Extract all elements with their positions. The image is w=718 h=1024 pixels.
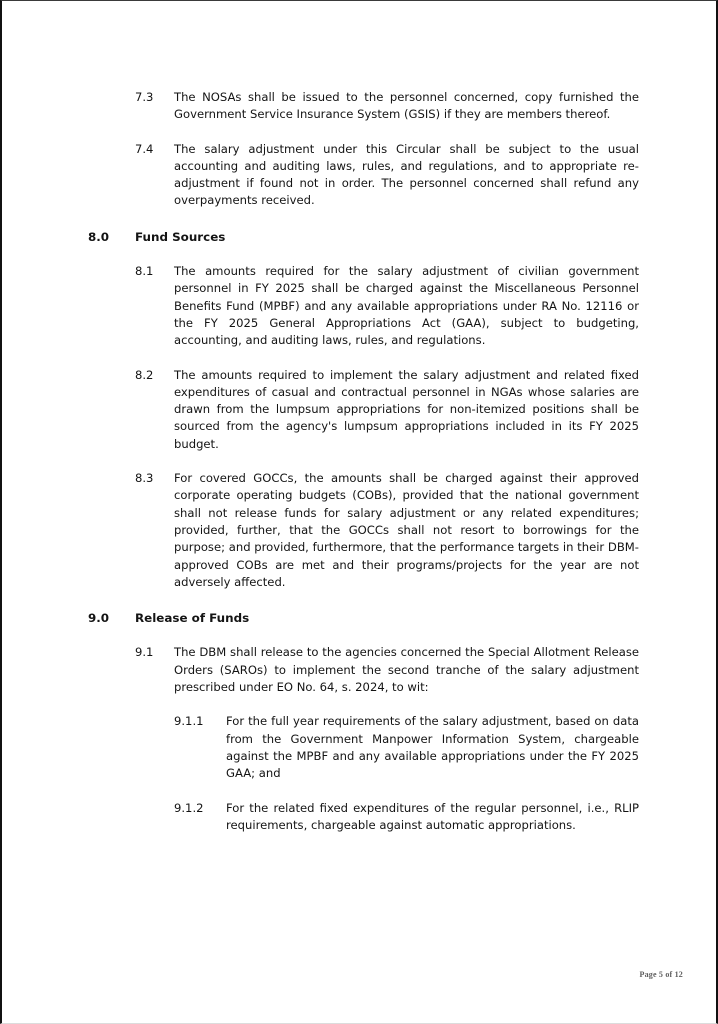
clause-8.1 [88, 263, 639, 349]
section-heading-8.0 [88, 229, 639, 246]
clause-9.1.1 [88, 713, 639, 782]
clause-number: 9.1.1 [174, 714, 204, 729]
page-footer: Page 5 of 12 [639, 970, 683, 979]
clause-text: The DBM shall release to the agencies concerned the Special Allotment Release Orders (SAROs) to implement the second tranche of the salary adjustment prescribed under EO No. 64, s. 2024, to wit: [174, 645, 639, 695]
clause-number: 8.1 [135, 264, 154, 279]
clause-number: 8.0 [88, 229, 110, 244]
clause-8.3 [88, 470, 639, 591]
clause-number: 9.1 [135, 645, 154, 660]
clause-7.4 [88, 141, 639, 210]
clause-number: 8.3 [135, 471, 154, 486]
section-title: Release of Funds [135, 611, 250, 626]
section-title: Fund Sources [135, 229, 226, 244]
clause-number: 8.2 [135, 367, 154, 382]
clause-number: 9.1.2 [174, 800, 204, 815]
clause-text: For covered GOCCs, the amounts shall be charged against their approved corporate operating budgets (COBs), provided that the national government shall not release funds for salary adjustment or any related expenditures; provided, further, that the GOCCs shall not resort to borrowings for the purpose; and provided, furthermore, that the performance targets in their DBM-approved COBs are met and their programs/projects for the year are not adversely affected. [174, 471, 639, 589]
clause-8.2 [88, 367, 639, 453]
clause-text: The amounts required to implement the salary adjustment and related fixed expenditures of casual and contractual personnel in NGAs whose salaries are drawn from the lumpsum appropriations for non-itemized positions shall be sourced from the agency's lumpsum appropriations included in its FY 2025 budget. [174, 367, 639, 451]
document-body [88, 89, 639, 834]
clause-text: For the related fixed expenditures of the regular personnel, i.e., RLIP requirements, chargeable against automatic appropriations. [226, 800, 639, 832]
clause-text: The salary adjustment under this Circular shall be subject to the usual accounting and auditing laws, rules, and regulations, and to appropriate re-adjustment if found not in order. The personnel concerned shall refund any overpayments received. [174, 141, 639, 208]
section-heading-9.0 [88, 610, 639, 627]
clause-number: 7.4 [135, 141, 154, 156]
clause-text: For the full year requirements of the salary adjustment, based on data from the Government Manpower Information System, chargeable against the MPBF and any available appropriations under the FY 2025 GAA; and [226, 714, 639, 781]
clause-number: 9.0 [88, 611, 110, 626]
clause-text: The NOSAs shall be issued to the personnel concerned, copy furnished the Government Service Insurance System (GSIS) if they are members thereof. [174, 90, 639, 122]
clause-7.3 [88, 89, 639, 124]
clause-9.1.2 [88, 800, 639, 835]
clause-text: The amounts required for the salary adjustment of civilian government personnel in FY 2025 shall be charged against the Miscellaneous Personnel Benefits Fund (MPBF) and any available appropriations under RA No. 12116 or the FY 2025 General Appropriations Act (GAA), subject to budgeting, accounting, and auditing laws, rules, and regulations. [174, 264, 639, 348]
clause-number: 7.3 [135, 90, 154, 104]
clause-9.1 [88, 644, 639, 696]
